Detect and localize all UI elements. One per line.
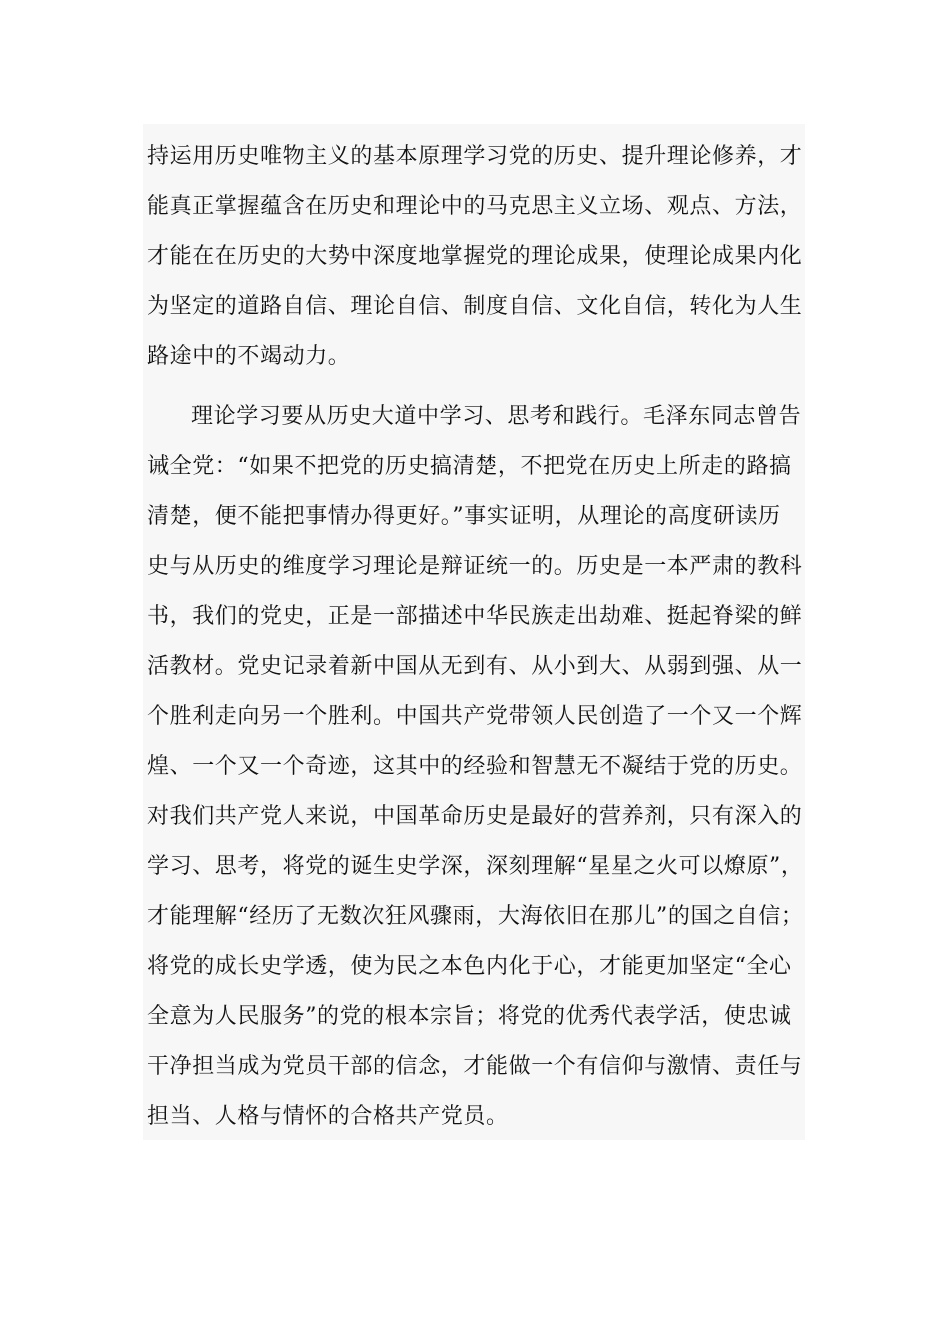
text-line: 学习、思考，将党的诞生史学深，深刻理解“星星之火可以燎原”， [147, 854, 804, 879]
text-line: 书，我们的党史，正是一部描述中华民族走出劫难、挺起脊梁的鲜 [147, 604, 803, 629]
text-line: 个胜利走向另一个胜利。中国共产党带领人民创造了一个又一个辉 [147, 704, 803, 729]
text-line: 才能理解“经历了无数次狂风骤雨，大海依旧在那儿”的国之自信； [147, 904, 804, 929]
text-block [143, 124, 805, 1140]
text-line: 路途中的不竭动力。 [147, 344, 351, 369]
text-line: 干净担当成为党员干部的信念，才能做一个有信仰与激情、责任与 [147, 1054, 803, 1079]
text-line: 担当、人格与情怀的合格共产党员。 [147, 1104, 509, 1129]
text-line: 诫全党：“如果不把党的历史搞清楚，不把党在历史上所走的路搞 [147, 454, 792, 479]
text-line: 活教材。党史记录着新中国从无到有、从小到大、从弱到强、从一 [147, 654, 803, 679]
text-line: 持运用历史唯物主义的基本原理学习党的历史、提升理论修养，才 [147, 144, 803, 169]
text-line: 为坚定的道路自信、理论自信、制度自信、文化自信，转化为人生 [147, 294, 803, 319]
text-line: 能真正掌握蕴含在历史和理论中的马克思主义立场、观点、方法， [147, 194, 803, 219]
text-line: 将党的成长史学透，使为民之本色内化于心，才能更加坚定“全心 [147, 954, 792, 979]
paragraph-1 [147, 132, 805, 382]
text-line: 全意为人民服务”的党的根本宗旨；将党的优秀代表学活，使忠诚 [147, 1004, 792, 1029]
paragraph-2 [147, 392, 805, 1142]
text-line: 对我们共产党人来说，中国革命历史是最好的营养剂，只有深入的 [147, 804, 803, 829]
text-line: 才能在在历史的大势中深度地掌握党的理论成果，使理论成果内化 [147, 244, 803, 269]
text-line: 理论学习要从历史大道中学习、思考和践行。毛泽东同志曾告 [191, 404, 802, 429]
text-line: 史与从历史的维度学习理论是辩证统一的。历史是一本严肃的教科 [147, 554, 803, 579]
text-line: 清楚，便不能把事情办得更好。”事实证明，从理论的高度研读历 [147, 504, 781, 529]
text-line: 煌、一个又一个奇迹，这其中的经验和智慧无不凝结于党的历史。 [147, 754, 803, 779]
